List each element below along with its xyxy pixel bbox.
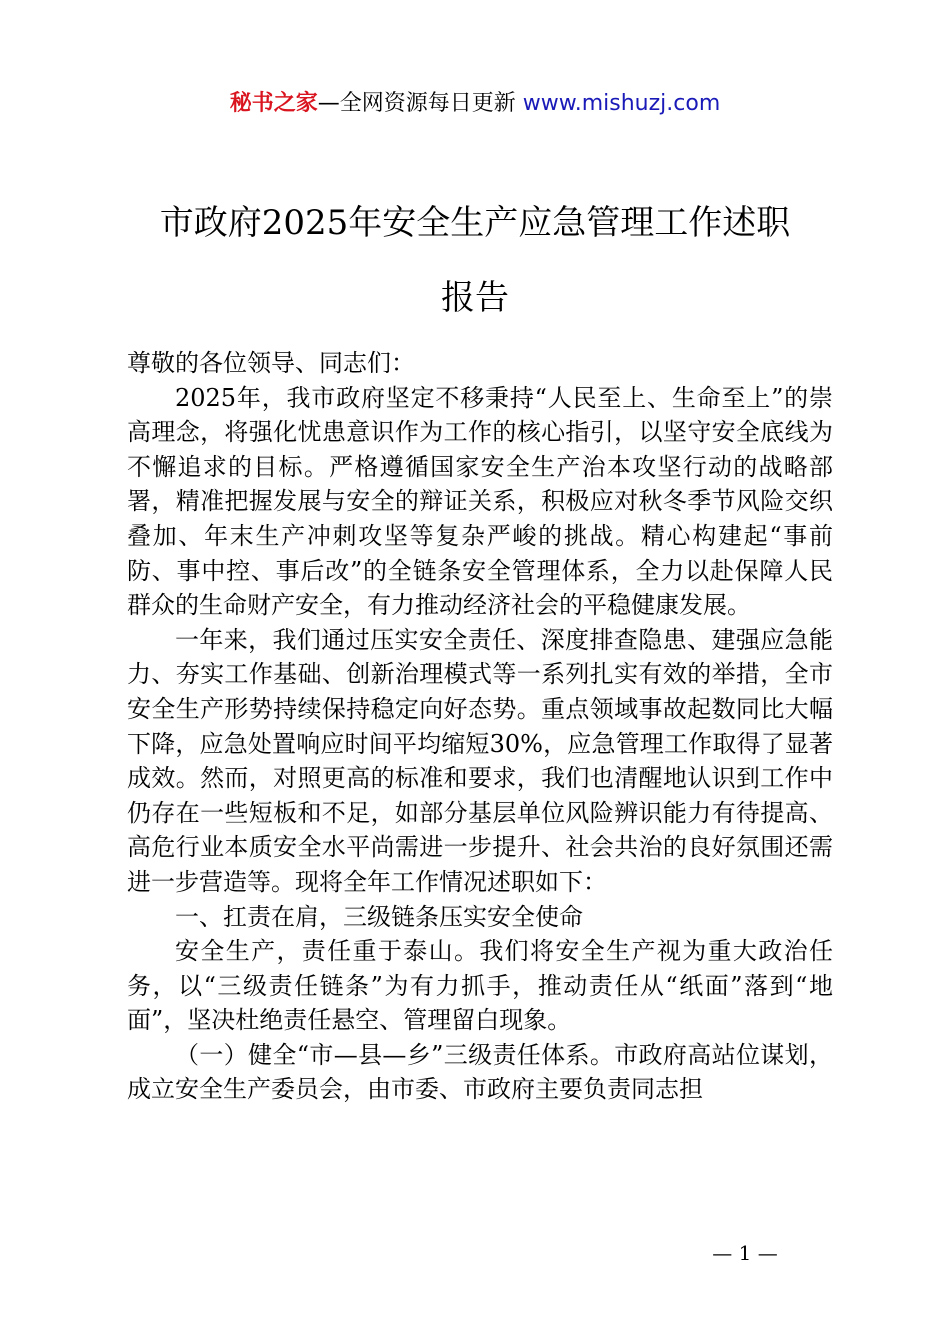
banner-brand: 秘书之家 bbox=[229, 91, 318, 116]
banner-tagline: —全网资源每日更新 bbox=[317, 91, 523, 116]
document-title bbox=[120, 186, 830, 336]
banner-url: www.mishuzj.com bbox=[522, 91, 721, 116]
page-number: — 1 — bbox=[712, 1241, 778, 1265]
body-paragraph-2: 一年来，我们通过压实安全责任、深度排查隐患、建强应急能力、夯实工作基础、创新治理模式等一系列扎实有效的举措，全市安全生产形势持续保持稳定向好态势。重点领域事故起数同比大幅下降，应急处置响应时间平均缩短30%，应急管理工作取得了显著成效。然而，对照更高的标准和要求，我们也清醒地认识到工作中仍存在一些短板和不足，如部分基层单位风险辨识能力有待提高、高危行业本质安全水平尚需进一步提升、社会共治的良好氛围还需进一步营造等。现将全年工作情况述职如下： bbox=[127, 625, 833, 896]
section1-paragraph-2: （一）健全“市—县—乡”三级责任体系。市政府高站位谋划，成立安全生产委员会，由市委、市政府主要负责同志担 bbox=[127, 1040, 833, 1104]
site-banner bbox=[0, 86, 950, 122]
salutation: 尊敬的各位领导、同志们： bbox=[127, 349, 415, 377]
body-paragraph-1: 2025年，我市政府坚定不移秉持“人民至上、生命至上”的崇高理念，将强化忧患意识作为工作的核心指引，以坚守安全底线为不懈追求的目标。严格遵循国家安全生产治本攻坚行动的战略部署，精准把握发展与安全的辩证关系，积极应对秋冬季节风险交织叠加、年末生产冲刺攻坚等复杂严峻的挑战。精心构建起“事前防、事中控、事后改”的全链条安全管理体系，全力以赴保障人民群众的生命财产安全，有力推动经济社会的平稳健康发展。 bbox=[127, 383, 833, 620]
section1-paragraph-1: 安全生产，责任重于泰山。我们将安全生产视为重大政治任务，以“三级责任链条”为有力抓手，推动责任从“纸面”落到“地面”，坚决杜绝责任悬空、管理留白现象。 bbox=[127, 937, 833, 1035]
title-line-1: 市政府2025年安全生产应急管理工作述职 bbox=[159, 203, 791, 243]
title-line-2: 报告 bbox=[441, 278, 509, 318]
section-heading-1: 一、扛责在肩，三级链条压实安全使命 bbox=[175, 902, 583, 931]
document-body bbox=[127, 346, 833, 1107]
